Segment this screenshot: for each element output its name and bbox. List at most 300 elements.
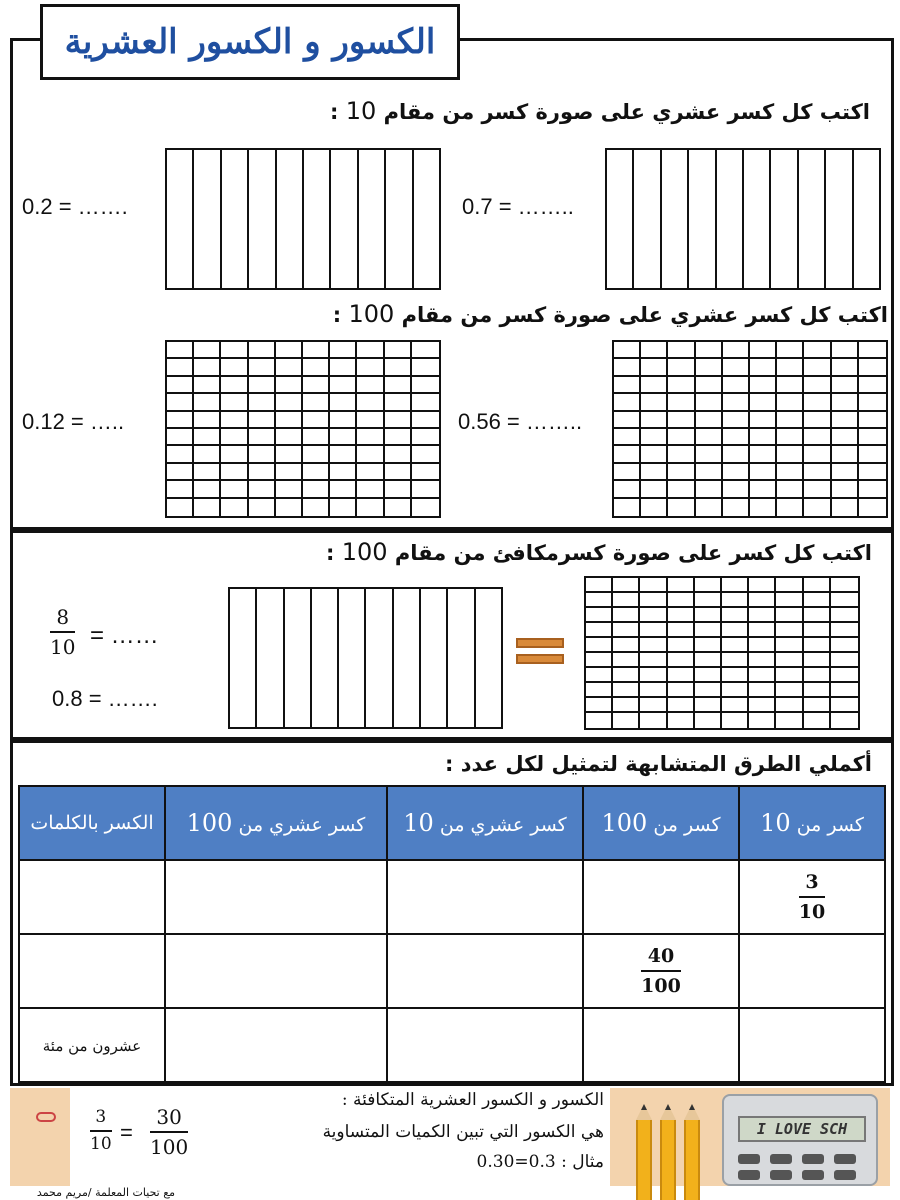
grid-cell [586, 668, 613, 683]
grid-cell [412, 342, 439, 359]
grid-cell [330, 429, 357, 446]
answer-cell[interactable] [165, 860, 387, 934]
grid-cell [749, 608, 776, 623]
grid-cell [804, 464, 831, 481]
grid-cell [832, 394, 859, 411]
grid-cell [668, 578, 695, 593]
tenth-strip [634, 150, 661, 288]
grid-cell [249, 342, 276, 359]
grid-cell [777, 359, 804, 376]
grid-cell [249, 499, 276, 516]
grid-cell [385, 481, 412, 498]
grid-cell [668, 464, 695, 481]
grid-cell [804, 412, 831, 429]
answer-cell[interactable] [739, 1008, 885, 1082]
grid-cell [831, 608, 858, 623]
grid-cell [668, 412, 695, 429]
grid-cell [357, 342, 384, 359]
grid-cell [777, 446, 804, 463]
grid-cell [586, 608, 613, 623]
table-header-row [19, 786, 885, 860]
footer-credit: مع تحيات المعلمة /مريم محمد [36, 1186, 175, 1199]
grid-cell [640, 668, 667, 683]
grid-cell [641, 377, 668, 394]
grid-cell [831, 713, 858, 728]
grid-cell [385, 359, 412, 376]
grid-cell [696, 481, 723, 498]
grid-cell [412, 464, 439, 481]
grid-cell [723, 359, 750, 376]
tenth-strip [277, 150, 304, 288]
grid-cell [777, 499, 804, 516]
tenths-strip-model-right [605, 148, 881, 290]
grid-cell [859, 359, 886, 376]
grid-cell [385, 412, 412, 429]
grid-cell [749, 698, 776, 713]
grid-cell [613, 668, 640, 683]
grid-cell [750, 412, 777, 429]
grid-cell [722, 668, 749, 683]
grid-cell [614, 481, 641, 498]
note-definition: هي الكسور التي تبين الكميات المتساوية [322, 1122, 604, 1142]
grid-cell [832, 446, 859, 463]
grid-cell [330, 499, 357, 516]
grid-cell [303, 464, 330, 481]
fraction-40-100: $\frac{40}{100}$ [641, 945, 681, 997]
calculator-screen: I LOVE SCH [738, 1116, 866, 1142]
grid-cell [776, 608, 803, 623]
paperclip-icon [36, 1112, 56, 1122]
grid-cell [750, 394, 777, 411]
tenths-strip-model-8-10 [228, 587, 503, 729]
tenth-strip [771, 150, 798, 288]
note-example: مثال : 0.3=0.30 [476, 1152, 604, 1172]
grid-cell [167, 481, 194, 498]
grid-cell [586, 593, 613, 608]
grid-cell [777, 377, 804, 394]
given-words-cell: عشرون من مئة [19, 1008, 165, 1082]
decimal-0-12-label: 0.12 = ….. [22, 409, 125, 434]
grid-cell [750, 464, 777, 481]
grid-cell [722, 698, 749, 713]
given-fraction-cell [739, 860, 885, 934]
section-3-heading [326, 538, 872, 566]
grid-cell [586, 623, 613, 638]
grid-cell [194, 446, 221, 463]
grid-cell [859, 412, 886, 429]
fraction-representation-table [18, 785, 886, 1083]
grid-cell [750, 429, 777, 446]
decimal-0-56-label: 0.56 = …….. [458, 409, 583, 434]
example-fraction-30-100: 30 100 [150, 1105, 189, 1159]
grid-cell [641, 446, 668, 463]
grid-cell [668, 394, 695, 411]
grid-cell [276, 359, 303, 376]
grid-cell [668, 593, 695, 608]
grid-cell [749, 593, 776, 608]
section-1-heading [330, 97, 870, 125]
grid-cell [167, 412, 194, 429]
numerator: 8 [56, 605, 70, 629]
hundreds-grid-right [612, 340, 888, 518]
grid-cell [668, 698, 695, 713]
grid-cell [194, 359, 221, 376]
grid-cell [804, 653, 831, 668]
grid-cell [668, 429, 695, 446]
grid-cell [586, 638, 613, 653]
answer-cell[interactable] [387, 1008, 583, 1082]
grid-cell [221, 342, 248, 359]
grid-cell [722, 593, 749, 608]
grid-cell [385, 464, 412, 481]
grid-cell [722, 713, 749, 728]
table-row [19, 934, 885, 1008]
hundreds-grid-equivalent [584, 576, 860, 730]
decimal-0-2-label: 0.2 = ……. [22, 194, 128, 219]
tenth-strip [194, 150, 221, 288]
grid-cell [614, 429, 641, 446]
grid-cell [303, 446, 330, 463]
grid-cell [640, 653, 667, 668]
grid-cell [167, 394, 194, 411]
grid-cell [696, 429, 723, 446]
grid-cell [722, 683, 749, 698]
grid-cell [695, 698, 722, 713]
grid-cell [221, 394, 248, 411]
grid-cell [412, 446, 439, 463]
grid-cell [804, 608, 831, 623]
grid-cell [303, 394, 330, 411]
grid-cell [859, 499, 886, 516]
answer-cell[interactable] [19, 934, 165, 1008]
calculator-icon [722, 1094, 878, 1186]
grid-cell [640, 578, 667, 593]
grid-cell [385, 394, 412, 411]
grid-cell [832, 412, 859, 429]
grid-cell [668, 481, 695, 498]
grid-cell [412, 412, 439, 429]
grid-cell [330, 342, 357, 359]
grid-cell [723, 464, 750, 481]
grid-cell [303, 377, 330, 394]
grid-cell [695, 608, 722, 623]
grid-cell [357, 412, 384, 429]
grid-cell [385, 377, 412, 394]
heading-number: 10 [345, 97, 377, 125]
tenth-strip [386, 150, 413, 288]
grid-cell [640, 623, 667, 638]
grid-cell [804, 593, 831, 608]
grid-cell [804, 499, 831, 516]
grid-cell [276, 464, 303, 481]
grid-cell [412, 429, 439, 446]
grid-cell [832, 342, 859, 359]
grid-cell [668, 713, 695, 728]
grid-cell [613, 683, 640, 698]
grid-cell [303, 429, 330, 446]
grid-cell [750, 377, 777, 394]
grid-cell [194, 377, 221, 394]
answer-cell[interactable] [583, 860, 739, 934]
heading-colon: : [332, 303, 342, 327]
grid-cell [668, 638, 695, 653]
tenth-strip [476, 589, 501, 727]
grid-cell [749, 713, 776, 728]
grid-cell [695, 653, 722, 668]
grid-cell [167, 464, 194, 481]
grid-cell [276, 429, 303, 446]
grid-cell [412, 499, 439, 516]
grid-cell [723, 377, 750, 394]
grid-cell [303, 342, 330, 359]
table-row [19, 860, 885, 934]
grid-cell [723, 429, 750, 446]
grid-cell [695, 668, 722, 683]
grid-cell [668, 446, 695, 463]
grid-cell [249, 412, 276, 429]
grid-cell [586, 653, 613, 668]
pencil-icon [660, 1120, 676, 1200]
grid-cell [832, 429, 859, 446]
answer-cell[interactable] [387, 860, 583, 934]
grid-cell [330, 412, 357, 429]
grid-cell [749, 638, 776, 653]
grid-cell [641, 342, 668, 359]
grid-cell [668, 377, 695, 394]
grid-cell [357, 481, 384, 498]
grid-cell [249, 481, 276, 498]
grid-cell [749, 683, 776, 698]
grid-cell [613, 653, 640, 668]
grid-cell [249, 446, 276, 463]
grid-cell [303, 481, 330, 498]
grid-cell [640, 593, 667, 608]
tenth-strip [607, 150, 634, 288]
grid-cell [695, 713, 722, 728]
grid-cell [167, 342, 194, 359]
tenth-strip [799, 150, 826, 288]
grid-cell [804, 623, 831, 638]
grid-cell [412, 394, 439, 411]
grid-cell [613, 578, 640, 593]
grid-cell [804, 698, 831, 713]
tenth-strip [249, 150, 276, 288]
grid-cell [749, 653, 776, 668]
decimal-0-7-label: 0.7 = …….. [462, 194, 574, 219]
grid-cell [668, 499, 695, 516]
grid-cell [613, 713, 640, 728]
grid-cell [194, 481, 221, 498]
grid-cell [776, 578, 803, 593]
grid-cell [668, 608, 695, 623]
table-row [19, 1008, 885, 1082]
pencil-icon [684, 1120, 700, 1200]
grid-cell [668, 653, 695, 668]
grid-cell [614, 394, 641, 411]
grid-cell [614, 342, 641, 359]
grid-cell [641, 429, 668, 446]
heading-text: اكتب كل كسر على صورة كسرمكافئ من مقام [394, 541, 872, 565]
grid-cell [777, 481, 804, 498]
grid-cell [859, 429, 886, 446]
grid-cell [586, 698, 613, 713]
tenth-strip [285, 589, 312, 727]
grid-cell [412, 481, 439, 498]
grid-cell [167, 359, 194, 376]
grid-cell [722, 608, 749, 623]
grid-cell [668, 683, 695, 698]
grid-cell [641, 394, 668, 411]
grid-cell [668, 623, 695, 638]
grid-cell [249, 359, 276, 376]
note-title: الكسور و الكسور العشرية المتكافئة : [341, 1090, 604, 1110]
grid-cell [276, 394, 303, 411]
grid-cell [832, 481, 859, 498]
answer-cell[interactable] [739, 934, 885, 1008]
grid-cell [722, 578, 749, 593]
grid-cell [586, 713, 613, 728]
grid-cell [640, 608, 667, 623]
grid-cell [776, 653, 803, 668]
grid-cell [276, 342, 303, 359]
grid-cell [859, 464, 886, 481]
column-header-words: الكسر بالكلمات [19, 786, 165, 860]
grid-cell [640, 713, 667, 728]
answer-cell[interactable] [165, 934, 387, 1008]
tenths-strip-model-left [165, 148, 441, 290]
grid-cell [777, 394, 804, 411]
grid-cell [804, 578, 831, 593]
grid-cell [330, 481, 357, 498]
example-equals-sign: = [120, 1120, 133, 1145]
tenth-strip [414, 150, 439, 288]
tenth-strip [304, 150, 331, 288]
grid-cell [586, 578, 613, 593]
grid-cell [412, 359, 439, 376]
grid-cell [385, 342, 412, 359]
grid-cell [750, 481, 777, 498]
grid-cell [613, 623, 640, 638]
grid-cell [831, 683, 858, 698]
grid-cell [723, 481, 750, 498]
section-4-heading: أكملي الطرق المتشابهة لتمثيل لكل عدد : [445, 752, 872, 776]
grid-cell [412, 377, 439, 394]
grid-cell [668, 359, 695, 376]
grid-cell [750, 499, 777, 516]
grid-cell [221, 412, 248, 429]
grid-cell [221, 481, 248, 498]
answer-cell[interactable] [19, 860, 165, 934]
grid-cell [776, 683, 803, 698]
tenth-strip [662, 150, 689, 288]
grid-cell [776, 713, 803, 728]
tenth-strip [421, 589, 448, 727]
grid-cell [357, 359, 384, 376]
grid-cell [777, 412, 804, 429]
grid-cell [614, 464, 641, 481]
tenth-strip [394, 589, 421, 727]
tenth-strip [230, 589, 257, 727]
grid-cell [804, 377, 831, 394]
answer-cell[interactable] [583, 1008, 739, 1082]
grid-cell [695, 578, 722, 593]
grid-cell [859, 342, 886, 359]
grid-cell [303, 412, 330, 429]
grid-cell [221, 446, 248, 463]
answer-cell[interactable] [387, 934, 583, 1008]
grid-cell [276, 446, 303, 463]
grid-cell [668, 668, 695, 683]
fraction-equals-blank: = …… [90, 622, 159, 649]
grid-cell [722, 638, 749, 653]
pencil-icon [636, 1120, 652, 1200]
grid-cell [750, 359, 777, 376]
grid-cell [696, 359, 723, 376]
column-header-fraction-10: كسر من 10 [739, 786, 885, 860]
grid-cell [614, 359, 641, 376]
grid-cell [750, 446, 777, 463]
grid-cell [859, 446, 886, 463]
grid-cell [194, 429, 221, 446]
grid-cell [749, 578, 776, 593]
grid-cell [614, 499, 641, 516]
grid-cell [859, 481, 886, 498]
grid-cell [804, 429, 831, 446]
grid-cell [640, 683, 667, 698]
given-fraction-cell [583, 934, 739, 1008]
grid-cell [749, 668, 776, 683]
grid-cell [804, 481, 831, 498]
hundreds-grid-left [165, 340, 441, 518]
answer-cell[interactable] [165, 1008, 387, 1082]
grid-cell [776, 593, 803, 608]
grid-cell [303, 359, 330, 376]
grid-cell [831, 593, 858, 608]
tenth-strip [257, 589, 284, 727]
heading-colon: : [326, 541, 335, 565]
grid-cell [249, 429, 276, 446]
grid-cell [276, 481, 303, 498]
tenth-strip [717, 150, 744, 288]
tenth-strip [312, 589, 339, 727]
grid-cell [614, 412, 641, 429]
grid-cell [385, 429, 412, 446]
grid-cell [776, 668, 803, 683]
heading-colon: : [330, 100, 339, 124]
grid-cell [859, 394, 886, 411]
grid-cell [330, 377, 357, 394]
grid-cell [832, 359, 859, 376]
grid-cell [221, 464, 248, 481]
grid-cell [276, 412, 303, 429]
grid-cell [777, 429, 804, 446]
tenth-strip [854, 150, 879, 288]
grid-cell [221, 499, 248, 516]
tenth-strip [222, 150, 249, 288]
grid-cell [696, 412, 723, 429]
grid-cell [831, 698, 858, 713]
tenth-strip [744, 150, 771, 288]
grid-cell [695, 683, 722, 698]
grid-cell [804, 683, 831, 698]
grid-cell [330, 394, 357, 411]
grid-cell [167, 429, 194, 446]
grid-cell [167, 499, 194, 516]
grid-cell [640, 638, 667, 653]
grid-cell [357, 464, 384, 481]
page-title: الكسور و الكسور العشرية [64, 22, 436, 62]
grid-cell [696, 446, 723, 463]
